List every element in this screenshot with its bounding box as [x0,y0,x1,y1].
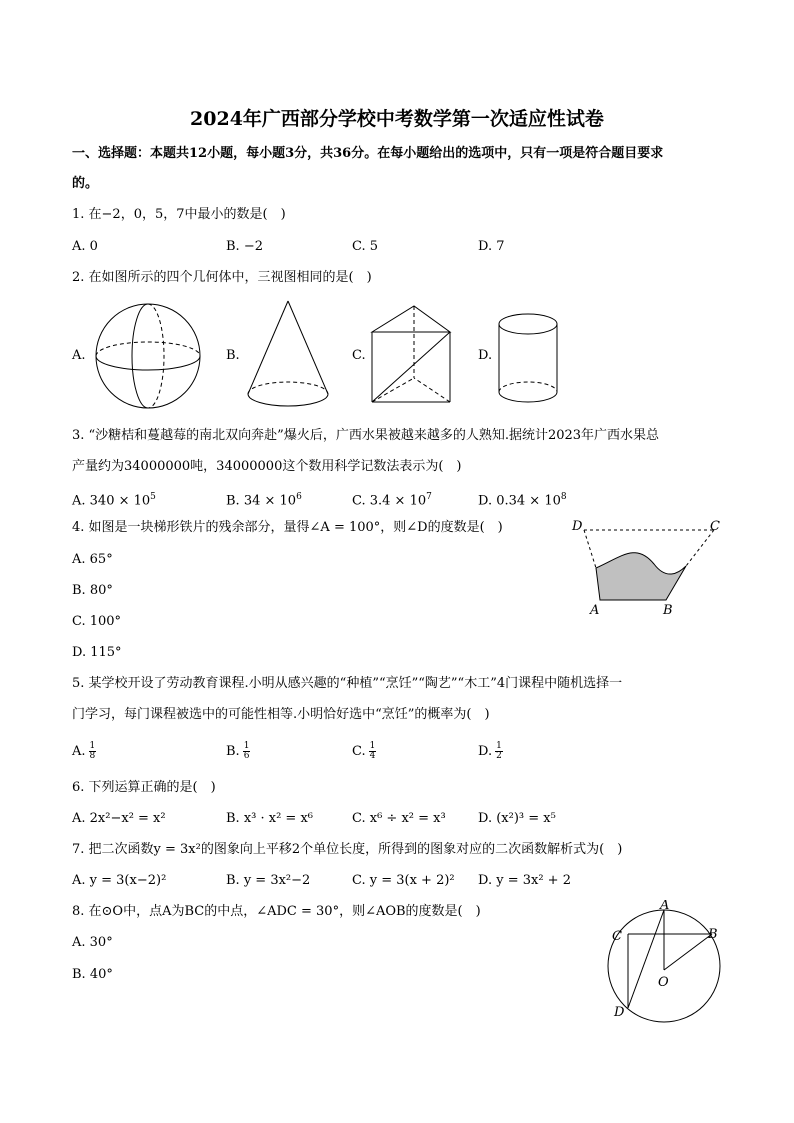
sphere-icon [88,300,208,412]
question-1-stem: 1. 在−2，0，5，7中最小的数是( ) [72,207,286,222]
q4-option-d: D. 115° [72,645,122,660]
q6-option-b: B. x³ · x² = x⁶ [226,811,314,826]
q2-option-d: D. [478,348,493,363]
q5-option-b: B. $\frac{1}{6}$ [226,741,250,761]
question-3-stem-line1: 3. “沙糖桔和蔓越莓的南北双向奔赴”爆火后，广西水果被越来越多的人熟知.据统计2023年广西水果总 [72,428,660,443]
q7-option-b: B. y = 3x²−2 [226,873,311,888]
label-D: D [572,519,583,534]
section-heading-line1: 一、选择题：本题共12小题，每小题3分，共36分。在每小题给出的选项中，只有一项是符合题目要求 [72,146,664,161]
q8-option-b: B. 40° [72,967,113,982]
question-6-stem: 6. 下列运算正确的是( ) [72,780,216,795]
label-A: A [590,603,600,618]
q3-option-a: A. $340 \times 10^5$ [72,492,156,509]
q4-option-b: B. 80° [72,583,113,598]
q6-option-d: D. (x²)³ = x⁵ [478,811,556,826]
q1-option-c: C. 5 [352,239,379,254]
q6-option-a: A. 2x²−x² = x² [72,811,166,826]
q3-option-c: C. $3.4 \times 10^7$ [352,492,432,509]
label-B: B [708,927,718,942]
q8-option-a: A. 30° [72,935,113,950]
question-7-stem: 7. 把二次函数y = 3x²的图象向上平移2个单位长度，所得到的图象对应的二次函数解析式为( ) [72,842,623,857]
q7-option-d: D. y = 3x² + 2 [478,873,571,888]
q1-option-d: D. 7 [478,239,505,254]
q4-option-a: A. 65° [72,552,113,567]
q7-option-c: C. y = 3(x + 2)² [352,873,455,888]
label-O: O [658,975,669,990]
q5-option-c: C. $\frac{1}{4}$ [352,741,376,761]
question-3-stem-line2: 产量约为34000000吨，34000000这个数用科学记数法表示为( ) [72,459,462,474]
label-A: A [660,900,670,913]
q7-option-a: A. y = 3(x−2)² [72,873,167,888]
q5-option-a: A. $\frac{1}{8}$ [72,741,96,761]
label-D: D [614,1005,625,1020]
trapezoid-figure [566,512,726,620]
triangular-prism-icon [366,300,456,410]
q1-option-b: B. −2 [226,239,263,254]
q6-option-c: C. x⁶ ÷ x² = x³ [352,811,446,826]
q2-option-a: A. [72,348,86,363]
question-8-stem: 8. 在⊙O中，点A为BC的中点，∠ADC = 30°，则∠AOB的度数是( ) [72,904,481,919]
q2-option-c: C. [352,348,366,363]
page-title: 2024年广西部分学校中考数学第一次适应性试卷 [190,108,604,130]
section-heading-line2: 的。 [72,176,99,191]
q3-option-d: D. $0.34 \times 10^8$ [478,492,567,509]
q2-option-b: B. [226,348,240,363]
question-2-stem: 2. 在如图所示的四个几何体中，三视图相同的是( ) [72,270,372,285]
label-C: C [710,519,720,534]
q3-option-b: B. $34 \times 10^6$ [226,492,302,509]
q1-option-a: A. 0 [72,239,98,254]
cone-icon [240,298,340,412]
q4-option-c: C. 100° [72,614,122,629]
circle-figure [604,900,734,1026]
label-B: B [663,603,673,618]
question-5-stem-line2: 门学习，每门课程被选中的可能性相等.小明恰好选中“烹饪”的概率为( ) [72,707,490,722]
question-4-stem: 4. 如图是一块梯形铁片的残余部分，量得∠A = 100°，则∠D的度数是( ) [72,520,503,535]
q5-option-d: D. $\frac{1}{2}$ [478,741,502,761]
label-C: C [612,929,622,944]
question-5-stem-line1: 5. 某学校开设了劳动教育课程.小明从感兴趣的“种植”“烹饪”“陶艺”“木工”4门课程中随机选择一 [72,676,623,691]
cylinder-icon [494,310,564,410]
